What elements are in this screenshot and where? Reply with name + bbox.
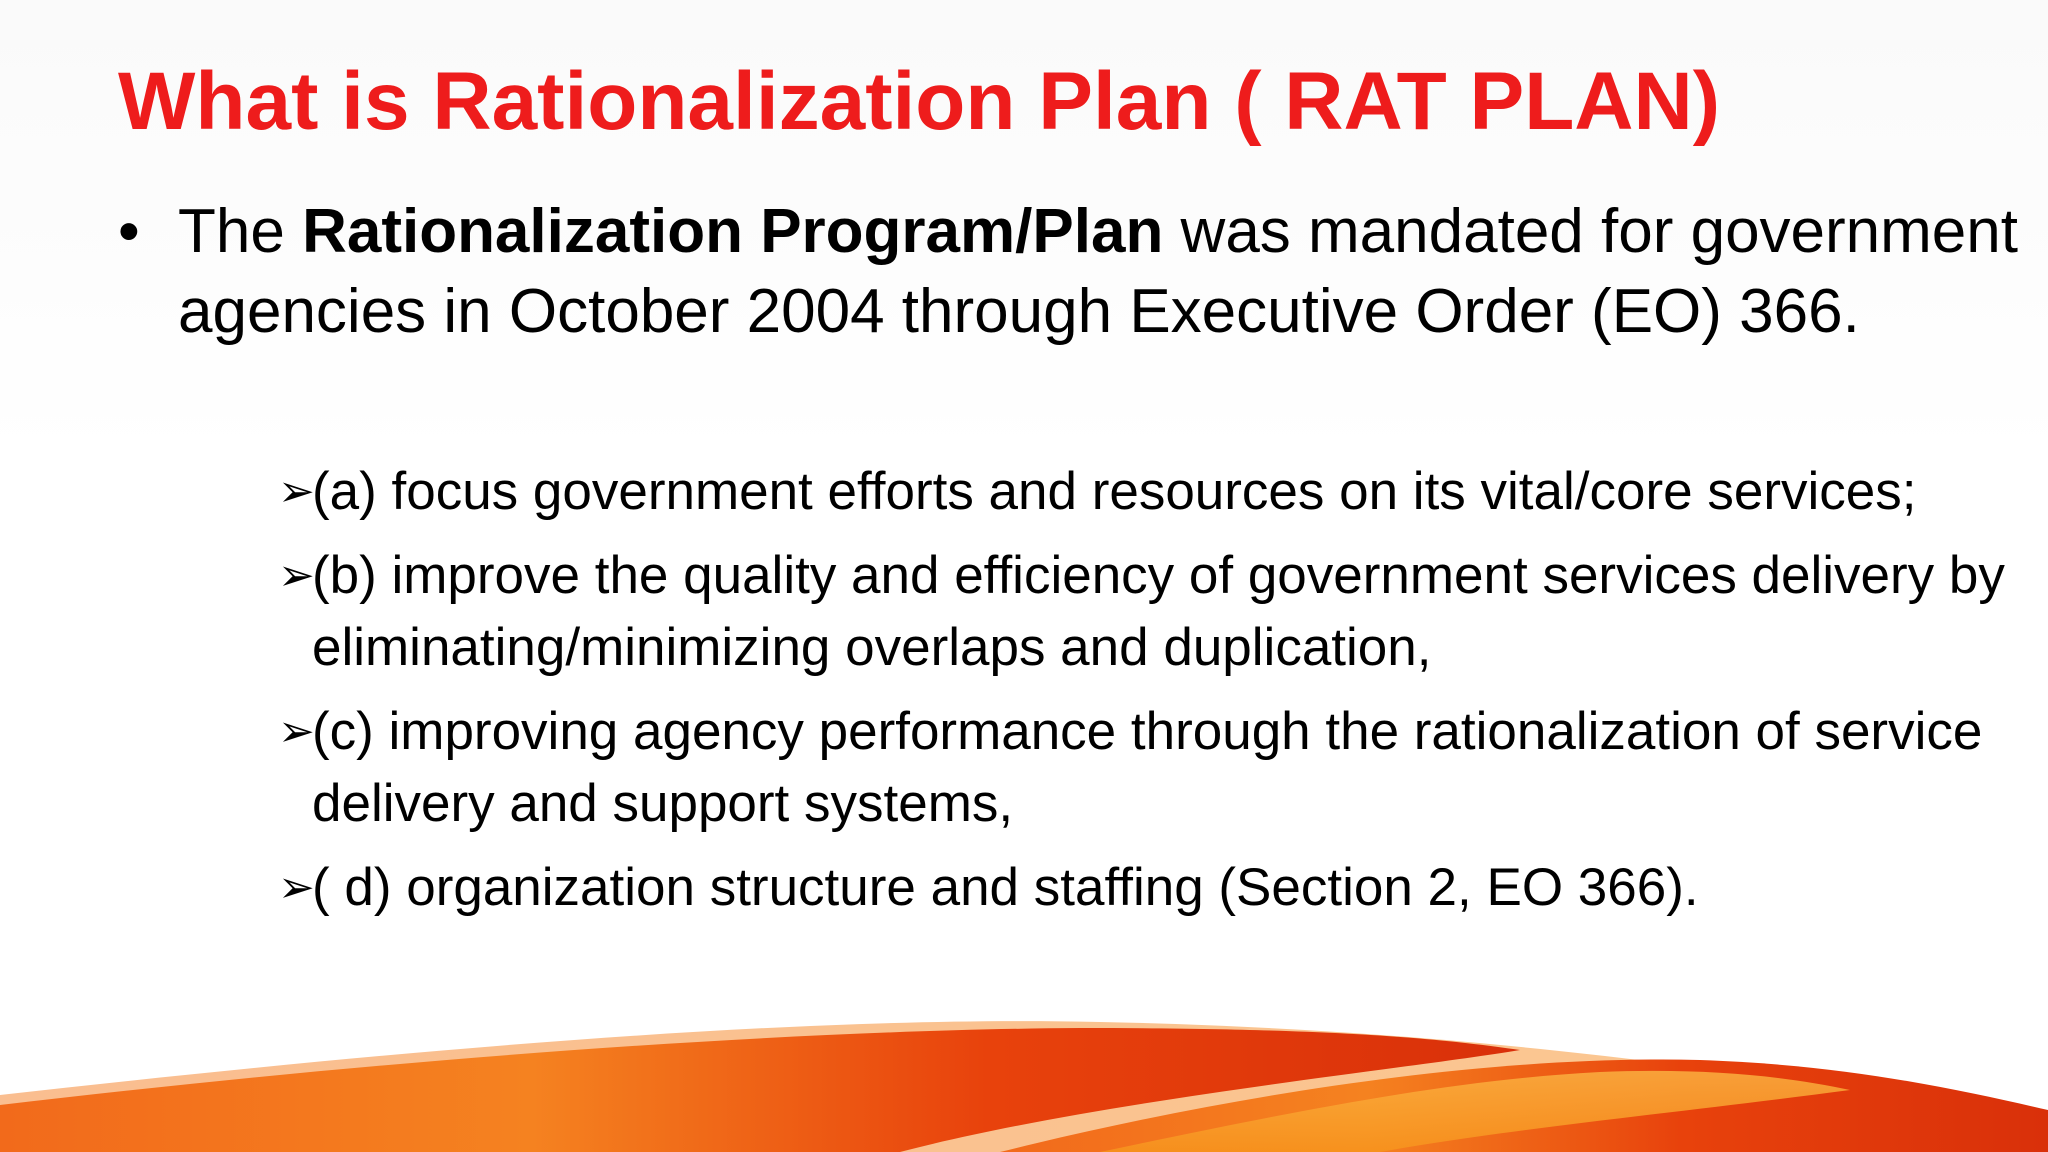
main-bullet-prefix: The: [178, 197, 303, 266]
main-bullet-suffix: was mandated for government agencies in October 2004 through Executive Order (EO) 366.: [178, 197, 2018, 346]
sub-bullet-item: [278, 696, 2018, 840]
arrow-bullet-icon: ➢: [278, 466, 315, 517]
sub-bullet-item: [278, 540, 2018, 684]
sub-bullet-text: (c) improving agency performance through the rationalization of service delivery and support systems,: [312, 702, 1983, 833]
bullet-dot-icon: •: [118, 197, 140, 266]
sub-bullet-item: [278, 456, 2018, 528]
main-bullet-text: [178, 192, 2038, 352]
arrow-bullet-icon: ➢: [278, 706, 315, 757]
sub-bullet-item: [278, 852, 2018, 924]
arrow-bullet-icon: ➢: [278, 862, 315, 913]
slide-title: What is Rationalization Plan ( RAT PLAN): [118, 56, 1721, 147]
sub-bullet-text: (a) focus government efforts and resources on its vital/core services;: [312, 462, 1917, 521]
main-bullet-bold-term: Rationalization Program/Plan: [302, 197, 1164, 266]
main-bullet: [118, 192, 2018, 352]
sub-bullet-text: (b) improve the quality and efficiency of government services delivery by eliminating/minimizing overlaps and duplication,: [312, 546, 2005, 677]
arrow-bullet-icon: ➢: [278, 550, 315, 601]
sub-bullet-list: [278, 456, 2018, 936]
sub-bullet-text: ( d) organization structure and staffing (Section 2, EO 366).: [312, 858, 1699, 917]
